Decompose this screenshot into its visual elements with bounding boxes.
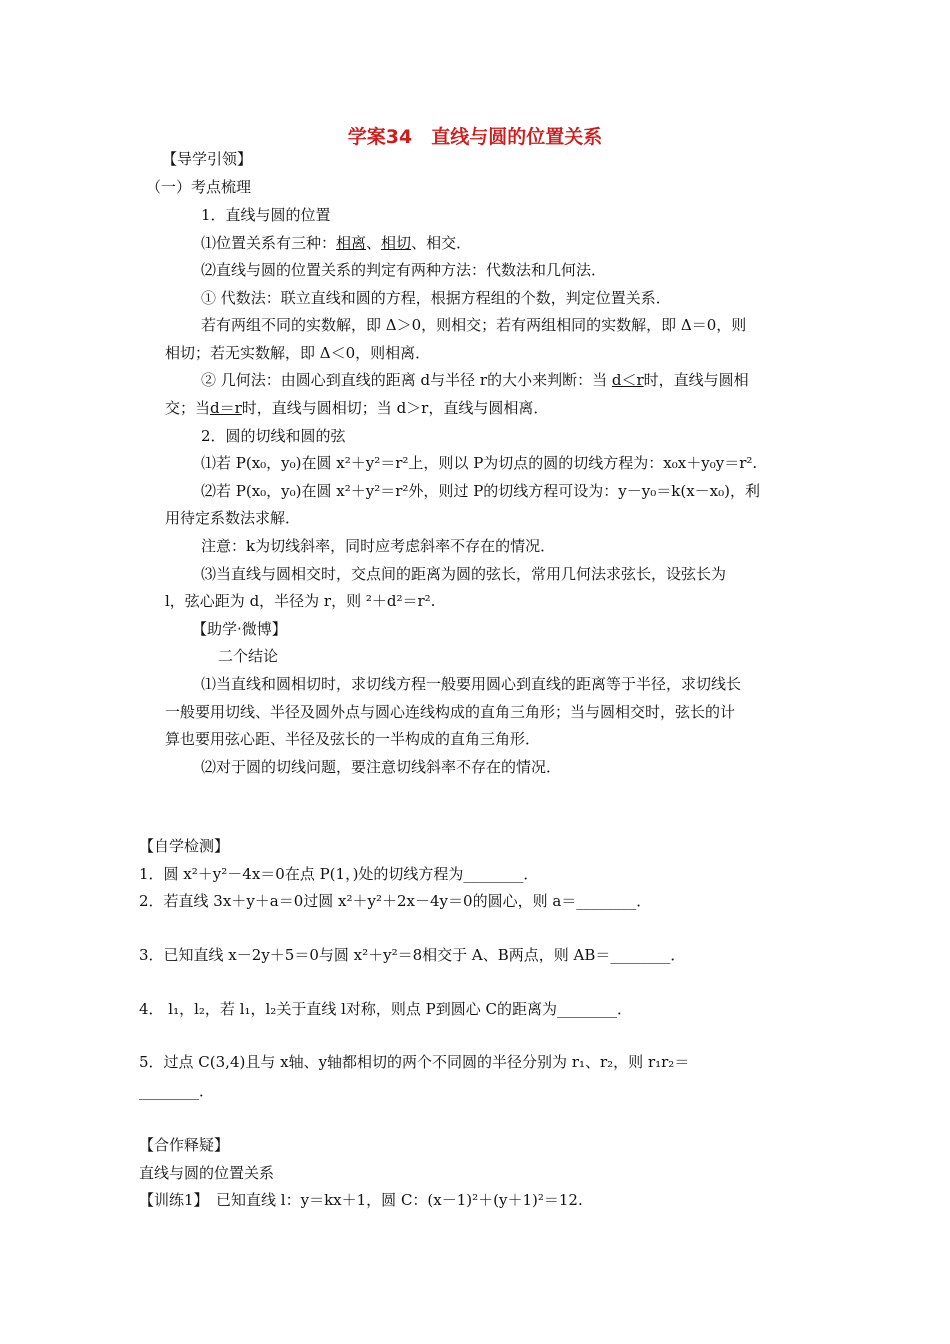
question-4: 4． l₁，l₂，若 l₁，l₂关于直线 l对称，则点 P到圆心 C的距离为________．: [139, 1000, 632, 1018]
question-5: 5．过点 C(3,4)且与 x轴、y轴都相切的两个不同圆的半径分别为 r₁、r₂，则 r₁r₂＝: [139, 1053, 690, 1071]
text-line: ⑴当直线和圆相切时，求切线方程一般要用圆心到直线的距离等于半径，求切线长: [201, 675, 742, 693]
text-line: ⑴若 P(x₀，y₀)在圆 x²＋y²＝r²上，则以 P为切点的圆的切线方程为：x₀x＋y₀y＝r².: [201, 454, 758, 472]
text-line: 交；当d＝r时，直线与圆相切；当 d＞r，直线与圆相离．: [165, 399, 549, 417]
text-line: ⑴位置关系有三种：相离、相切、相交．: [201, 234, 472, 252]
text-line: 若有两组不同的实数解，即 Δ＞0，则相交；若有两组相同的实数解，即 Δ＝0，则: [201, 316, 747, 334]
underlined-term: d＜r: [611, 371, 644, 389]
text-line: 算也要用弦心距、半径及弦长的一半构成的直角三角形．: [165, 730, 541, 748]
text-line: ⑵直线与圆的位置关系的判定有两种方法：代数法和几何法．: [201, 261, 607, 279]
topic-heading: 1．直线与圆的位置: [201, 206, 331, 224]
text-line: 一般要用切线、半径及圆外点与圆心连线构成的直角三角形；当与圆相交时，弦长的计: [165, 703, 736, 721]
section-heading-weibo: 【助学·微博】: [192, 620, 287, 638]
subsection-heading: 二个结论: [218, 647, 279, 665]
text-line: ⑶当直线与圆相交时，交点间的距离为圆的弦长，常用几何法求弦长，设弦长为: [201, 565, 727, 583]
question-1: 1．圆 x²＋y²－4x＝0在点 P(1，)处的切线方程为________．: [139, 865, 539, 883]
text-line: l，弦心距为 d，半径为 r，则 ²＋d²＝r².: [165, 592, 436, 610]
underlined-term: 相切: [381, 234, 412, 252]
text-line: 注意：k为切线斜率，同时应考虑斜率不存在的情况．: [201, 537, 556, 555]
underlined-term: d＝r: [210, 399, 242, 417]
subsection-heading: （一）考点梳理: [146, 178, 252, 196]
topic-heading: 2．圆的切线和圆的弦: [201, 427, 346, 445]
text-line: ⑵对于圆的切线问题，要注意切线斜率不存在的情况．: [201, 758, 562, 776]
exercise-1: 【训练1】 已知直线 l：y＝kx＋1，圆 C：(x－1)²＋(y＋1)²＝12.: [139, 1191, 583, 1209]
section-heading-selftest: 【自学检测】: [139, 837, 230, 855]
text-line: 相切；若无实数解，即 Δ＜0，则相离．: [165, 344, 431, 362]
question-3: 3．已知直线 x－2y＋5＝0与圆 x²＋y²＝8相交于 A、B两点，则 AB＝________．: [139, 946, 686, 964]
section-heading-guide: 【导学引领】: [162, 150, 253, 168]
section-heading-coop: 【合作释疑】: [139, 1136, 230, 1154]
text-line: 用待定系数法求解．: [165, 509, 301, 527]
question-2: 2．若直线 3x＋y＋a＝0过圆 x²＋y²＋2x－4y＝0的圆心，则 a＝________．: [139, 892, 652, 910]
underlined-term: 相离: [336, 234, 367, 252]
text-line: ② 几何法：由圆心到直线的距离 d与半径 r的大小来判断：当 d＜r时，直线与圆相: [201, 371, 749, 389]
page-title: 学案34 直线与圆的位置关系: [347, 126, 603, 148]
question-5-blank: ________．: [139, 1082, 215, 1100]
text-line: ① 代数法：联立直线和圆的方程，根据方程组的个数，判定位置关系．: [201, 289, 671, 307]
text-line: ⑵若 P(x₀，y₀)在圆 x²＋y²＝r²外，则过 P的切线方程可设为：y－y₀＝k(x－x₀)，利: [201, 482, 760, 500]
subsection-heading: 直线与圆的位置关系: [139, 1164, 275, 1182]
